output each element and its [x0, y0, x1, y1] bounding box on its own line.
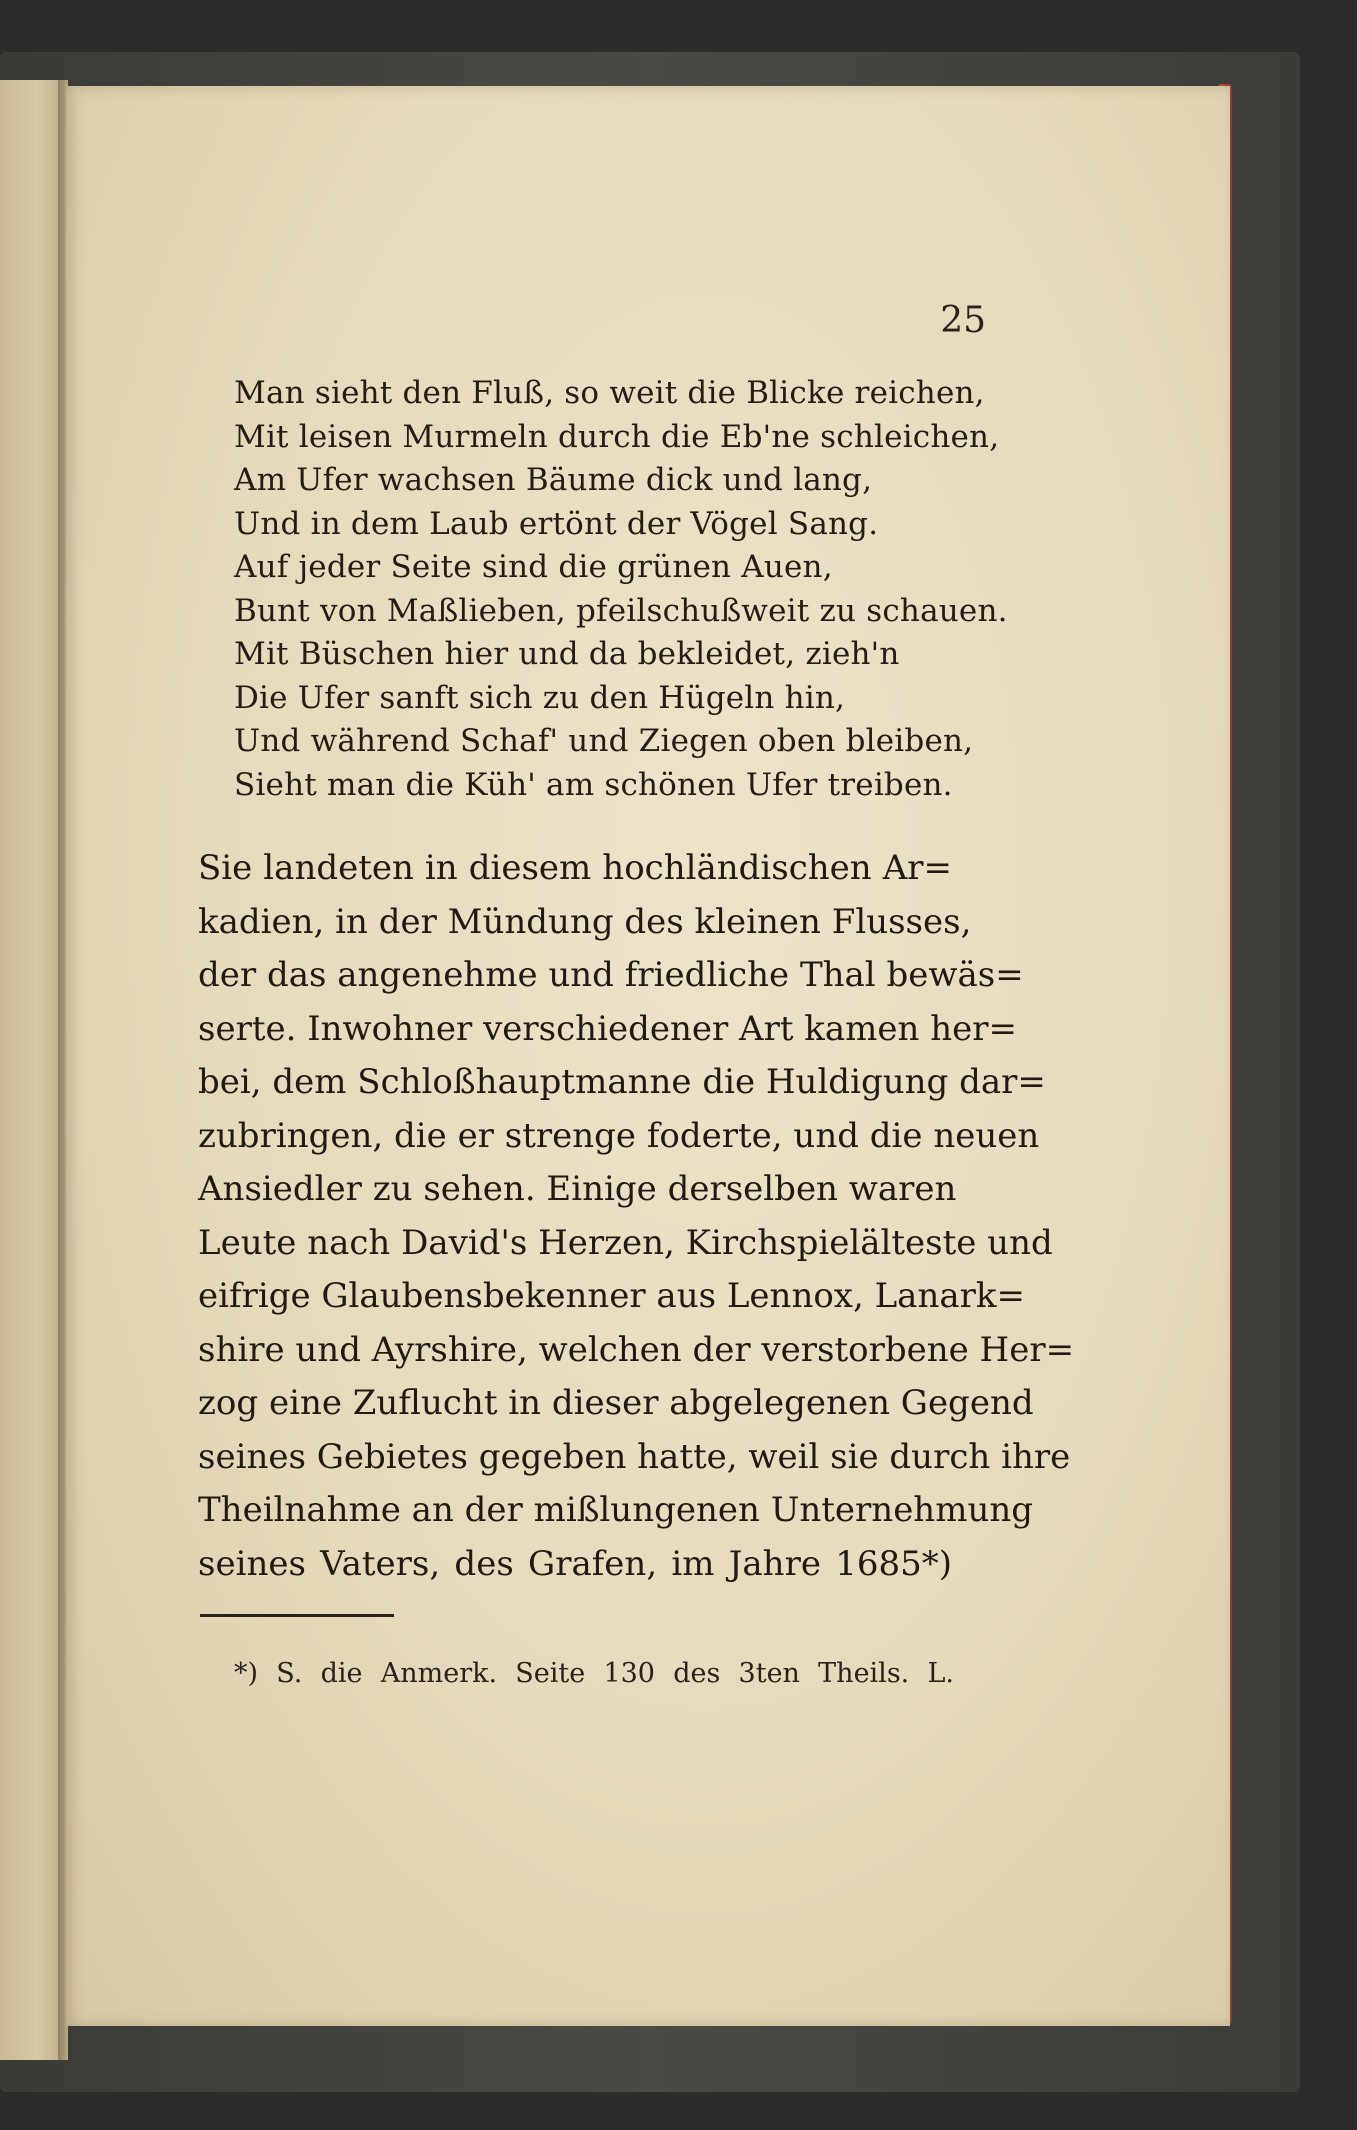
prose-line: shire und Ayrshire, welchen der verstorbene Her=: [198, 1329, 1075, 1370]
verse-line: Bunt von Maßlieben, pfeilschußweit zu schauen.: [234, 592, 1008, 629]
prose-line: kadien, in der Mündung des kleinen Flusses,: [198, 901, 972, 942]
page-number: 25: [940, 300, 986, 341]
prose-line: seines Gebietes gegeben hatte, weil sie durch ihre: [198, 1436, 1071, 1477]
verse-block: [234, 372, 1008, 807]
prose-line: Ansiedler zu sehen. Einige derselben waren: [198, 1169, 957, 1209]
footnote-divider: [200, 1614, 394, 1617]
verse-line: Die Ufer sanft sich zu den Hügeln hin,: [234, 679, 846, 716]
left-page: [0, 80, 62, 2060]
prose-line: Sie landeten in diesem hochländischen Ar=: [198, 848, 952, 888]
prose-line: Leute nach David's Herzen, Kirchspielälteste und: [198, 1222, 1053, 1263]
verse-line: Und in dem Laub ertönt der Vögel Sang.: [234, 505, 879, 542]
prose-line: seines Vaters, des Grafen, im Jahre 1685*): [198, 1543, 952, 1584]
verse-line: Und während Schaf' und Ziegen oben bleiben,: [234, 723, 974, 759]
prose-line: der das angenehme und friedliche Thal bewäs=: [198, 955, 1024, 995]
verse-line: Am Ufer wachsen Bäume dick und lang,: [234, 462, 873, 498]
prose-line: serte. Inwohner verschiedener Art kamen her=: [198, 1008, 1018, 1049]
verse-line: Mit Büschen hier und da bekleidet, zieh'n: [234, 636, 900, 672]
prose-line: Theilnahme an der mißlungenen Unternehmung: [198, 1490, 1034, 1530]
prose-line: eifrige Glaubensbekenner aus Lennox, Lanark=: [198, 1276, 1025, 1316]
verse-line: Sieht man die Küh' am schönen Ufer treiben.: [234, 766, 953, 803]
footnote: *) S. die Anmerk. Seite 130 des 3ten Theils. L.: [234, 1658, 954, 1689]
prose-line: zog eine Zuflucht in dieser abgelegenen Gegend: [198, 1383, 1034, 1423]
verse-line: Mit leisen Murmeln durch die Eb'ne schleichen,: [234, 418, 1000, 455]
prose-line: zubringen, die er strenge foderte, und die neuen: [198, 1115, 1040, 1156]
prose-line: bei, dem Schloßhauptmanne die Huldigung dar=: [198, 1062, 1046, 1102]
verse-line: Auf jeder Seite sind die grünen Auen,: [234, 549, 833, 585]
verse-line: Man sieht den Fluß, so weit die Blicke reichen,: [234, 375, 985, 411]
prose-paragraph: [198, 842, 1075, 1591]
